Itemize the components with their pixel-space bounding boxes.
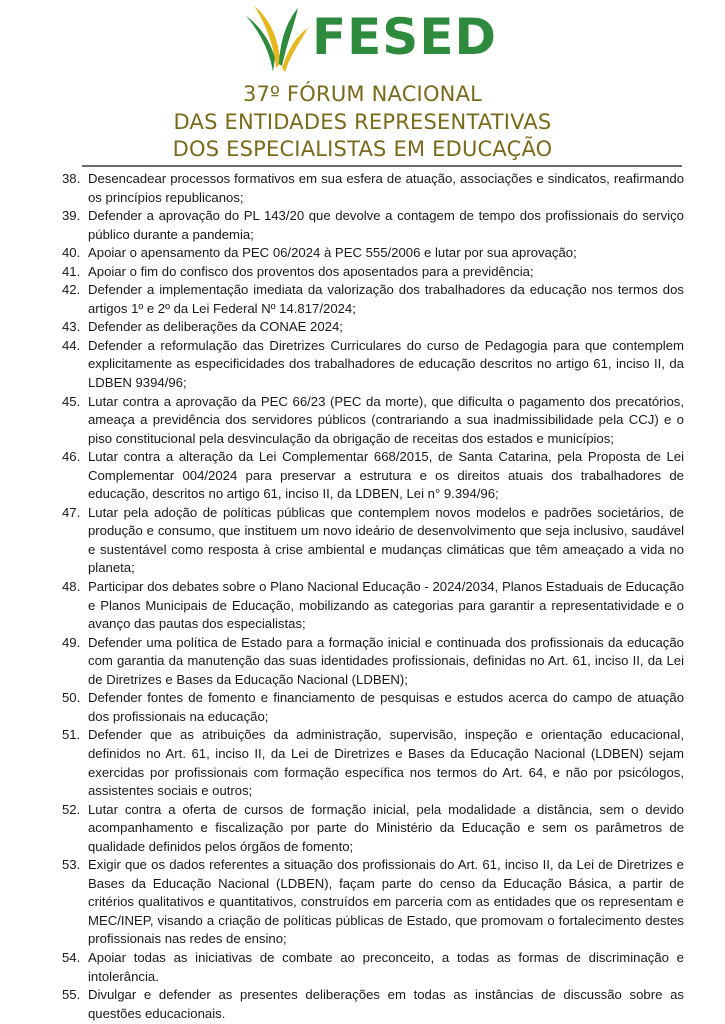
item-text: Lutar contra a alteração da Lei Complementar 668/2015, de Santa Catarina, pela Proposta de Lei Complementar 004/2024 para preservar a estrutura e os direitos atuais dos trabalhadores de educação, descritos no artigo 61, inciso II, da LDBEN, Lei n° 9.394/96;: [88, 449, 684, 502]
deliberations-list: [62, 170, 684, 1023]
list-item: [62, 726, 684, 800]
header-divider: [82, 165, 682, 167]
item-text: Lutar contra a aprovação da PEC 66/23 (PEC da morte), que dificulta o pagamento dos precatórios, ameaça a previdência dos servidores públicos (contrariando a sua inadmissibilidade pela CCJ) e o piso constitucional pela desvinculação da obrigação de receitas dos estados e municípios;: [88, 393, 684, 446]
item-text: Exigir que os dados referentes a situação dos profissionais do Art. 61, inciso II, da Lei de Diretrizes e Bases da Educação Nacional (LDBEN), façam parte do censo da Educação Básica, a partir de critérios qualitativos e quantitativos, construídos em parceria com as entidades que os representam e MEC/INEP, visando a criação de políticas públicas de Estado, que promovam o fortalecimento destes profissionais nas redes de ensino;: [88, 857, 684, 947]
list-item: [62, 949, 684, 986]
forum-title-line-3: DOS ESPECIALISTAS EM EDUCAÇÃO: [172, 137, 553, 161]
list-item: [62, 801, 684, 857]
item-number: 54.: [62, 949, 81, 965]
item-number: 41.: [62, 263, 81, 279]
item-number: 40.: [62, 245, 81, 261]
item-number: 48.: [62, 579, 81, 595]
list-item: [62, 281, 684, 318]
list-item: [62, 448, 684, 504]
item-text: Participar dos debates sobre o Plano Nacional Educação - 2024/2034, Planos Estaduais de Educação e Planos Municipais de Educação, mobilizando as categorias para garantir a representatividade e o avanço das pautas dos especialistas;: [88, 579, 684, 632]
list-item: [62, 578, 684, 634]
item-text: Apoiar o apensamento da PEC 06/2024 à PEC 555/2006 e lutar por sua aprovação;: [88, 245, 577, 261]
item-number: 52.: [62, 801, 81, 817]
item-number: 49.: [62, 634, 81, 650]
item-text: Defender a aprovação do PL 143/20 que devolve a contagem de tempo dos profissionais do serviço público durante a pandemia;: [88, 208, 684, 242]
item-text: Apoiar todas as iniciativas de combate ao preconceito, a todas as formas de discriminação e intolerância.: [88, 949, 684, 984]
item-number: 51.: [62, 727, 81, 743]
item-number: 46.: [62, 449, 81, 465]
list-item: [62, 504, 684, 578]
item-text: Defender as deliberações da CONAE 2024;: [88, 319, 343, 335]
item-text: Apoiar o fim do confisco dos proventos dos aposentados para a previdência;: [88, 263, 534, 279]
item-number: 43.: [62, 319, 81, 335]
list-item: [62, 170, 684, 207]
fesed-leaf-icon: [240, 2, 310, 74]
list-item: [62, 393, 684, 449]
item-number: 55.: [62, 987, 81, 1003]
forum-title-line-2: DAS ENTIDADES REPRESENTATIVAS: [173, 110, 552, 134]
list-item: [62, 337, 684, 393]
list-item: [62, 244, 684, 263]
page-header: [0, 0, 725, 165]
item-text: Desencadear processos formativos em sua esfera de atuação, associações e sindicatos, reafirmando os princípios republicanos;: [88, 171, 684, 205]
list-item: [62, 689, 684, 726]
item-text: Lutar pela adoção de políticas públicas que contemplem novos modelos e padrões societários, de produção e consumo, que instituem um novo ideário de desenvolvimento que seja inclusivo, saudável e sustentável como resposta à crise ambiental e mudanças climáticas que têm ameaçado a vida no planeta;: [88, 504, 684, 576]
item-number: 39.: [62, 208, 81, 224]
list-item: [62, 318, 684, 337]
item-text: Divulgar e defender as presentes deliberações em todas as instâncias de discussão sobre as questões educacionais.: [88, 987, 684, 1021]
item-text: Defender fontes de fomento e financiamento de pesquisas e estudos acerca do campo de atuação dos profissionais na educação;: [88, 690, 684, 724]
item-text: Defender uma política de Estado para a formação inicial e continuada dos profissionais da educação com garantia da manutenção das suas identidades profissionais, definidas no Art. 61, inciso II, da Lei de Diretrizes e Bases da Educação Nacional (LDBEN);: [88, 634, 684, 687]
logo-wordmark: FESED: [312, 8, 497, 66]
item-number: 38.: [62, 171, 81, 186]
list-item: [62, 986, 684, 1023]
item-number: 44.: [62, 337, 81, 353]
list-item: [62, 634, 684, 690]
item-text: Defender a reformulação das Diretrizes Curriculares do curso de Pedagogia para que contemplem explicitamente as especificidades dos trabalhadores de educação descritos no artigo 61, inciso II, da LDBEN 9394/96;: [88, 337, 684, 391]
item-number: 50.: [62, 690, 81, 706]
list-item: [62, 263, 684, 282]
item-text: Defender a implementação imediata da valorização dos trabalhadores da educação nos termos dos artigos 1º e 2º da Lei Federal Nº 14.817/2024;: [88, 282, 684, 316]
forum-title-line-1: 37º FÓRUM NACIONAL: [242, 82, 483, 106]
item-number: 42.: [62, 282, 81, 298]
item-text: Defender que as atribuições da administração, supervisão, inspeção e orientação educacional, definidos no Art. 61, inciso II, da Lei de Diretrizes e Bases da Educação Nacional (LDBEN) sejam exercidas por profissionais com formação específica nos termos do Art. 64, e não por psicólogos, assistentes sociais e outros;: [88, 727, 684, 799]
item-number: 47.: [62, 504, 81, 520]
item-text: Lutar contra a oferta de cursos de formação inicial, pela modalidade a distância, sem o devido acompanhamento e fiscalização por parte do Ministério da Educação e sem os parâmetros de qualidade definidos pelos órgãos de fomento;: [88, 801, 684, 854]
list-item: [62, 207, 684, 244]
list-item: [62, 856, 684, 949]
item-number: 53.: [62, 857, 81, 873]
item-number: 45.: [62, 393, 81, 409]
